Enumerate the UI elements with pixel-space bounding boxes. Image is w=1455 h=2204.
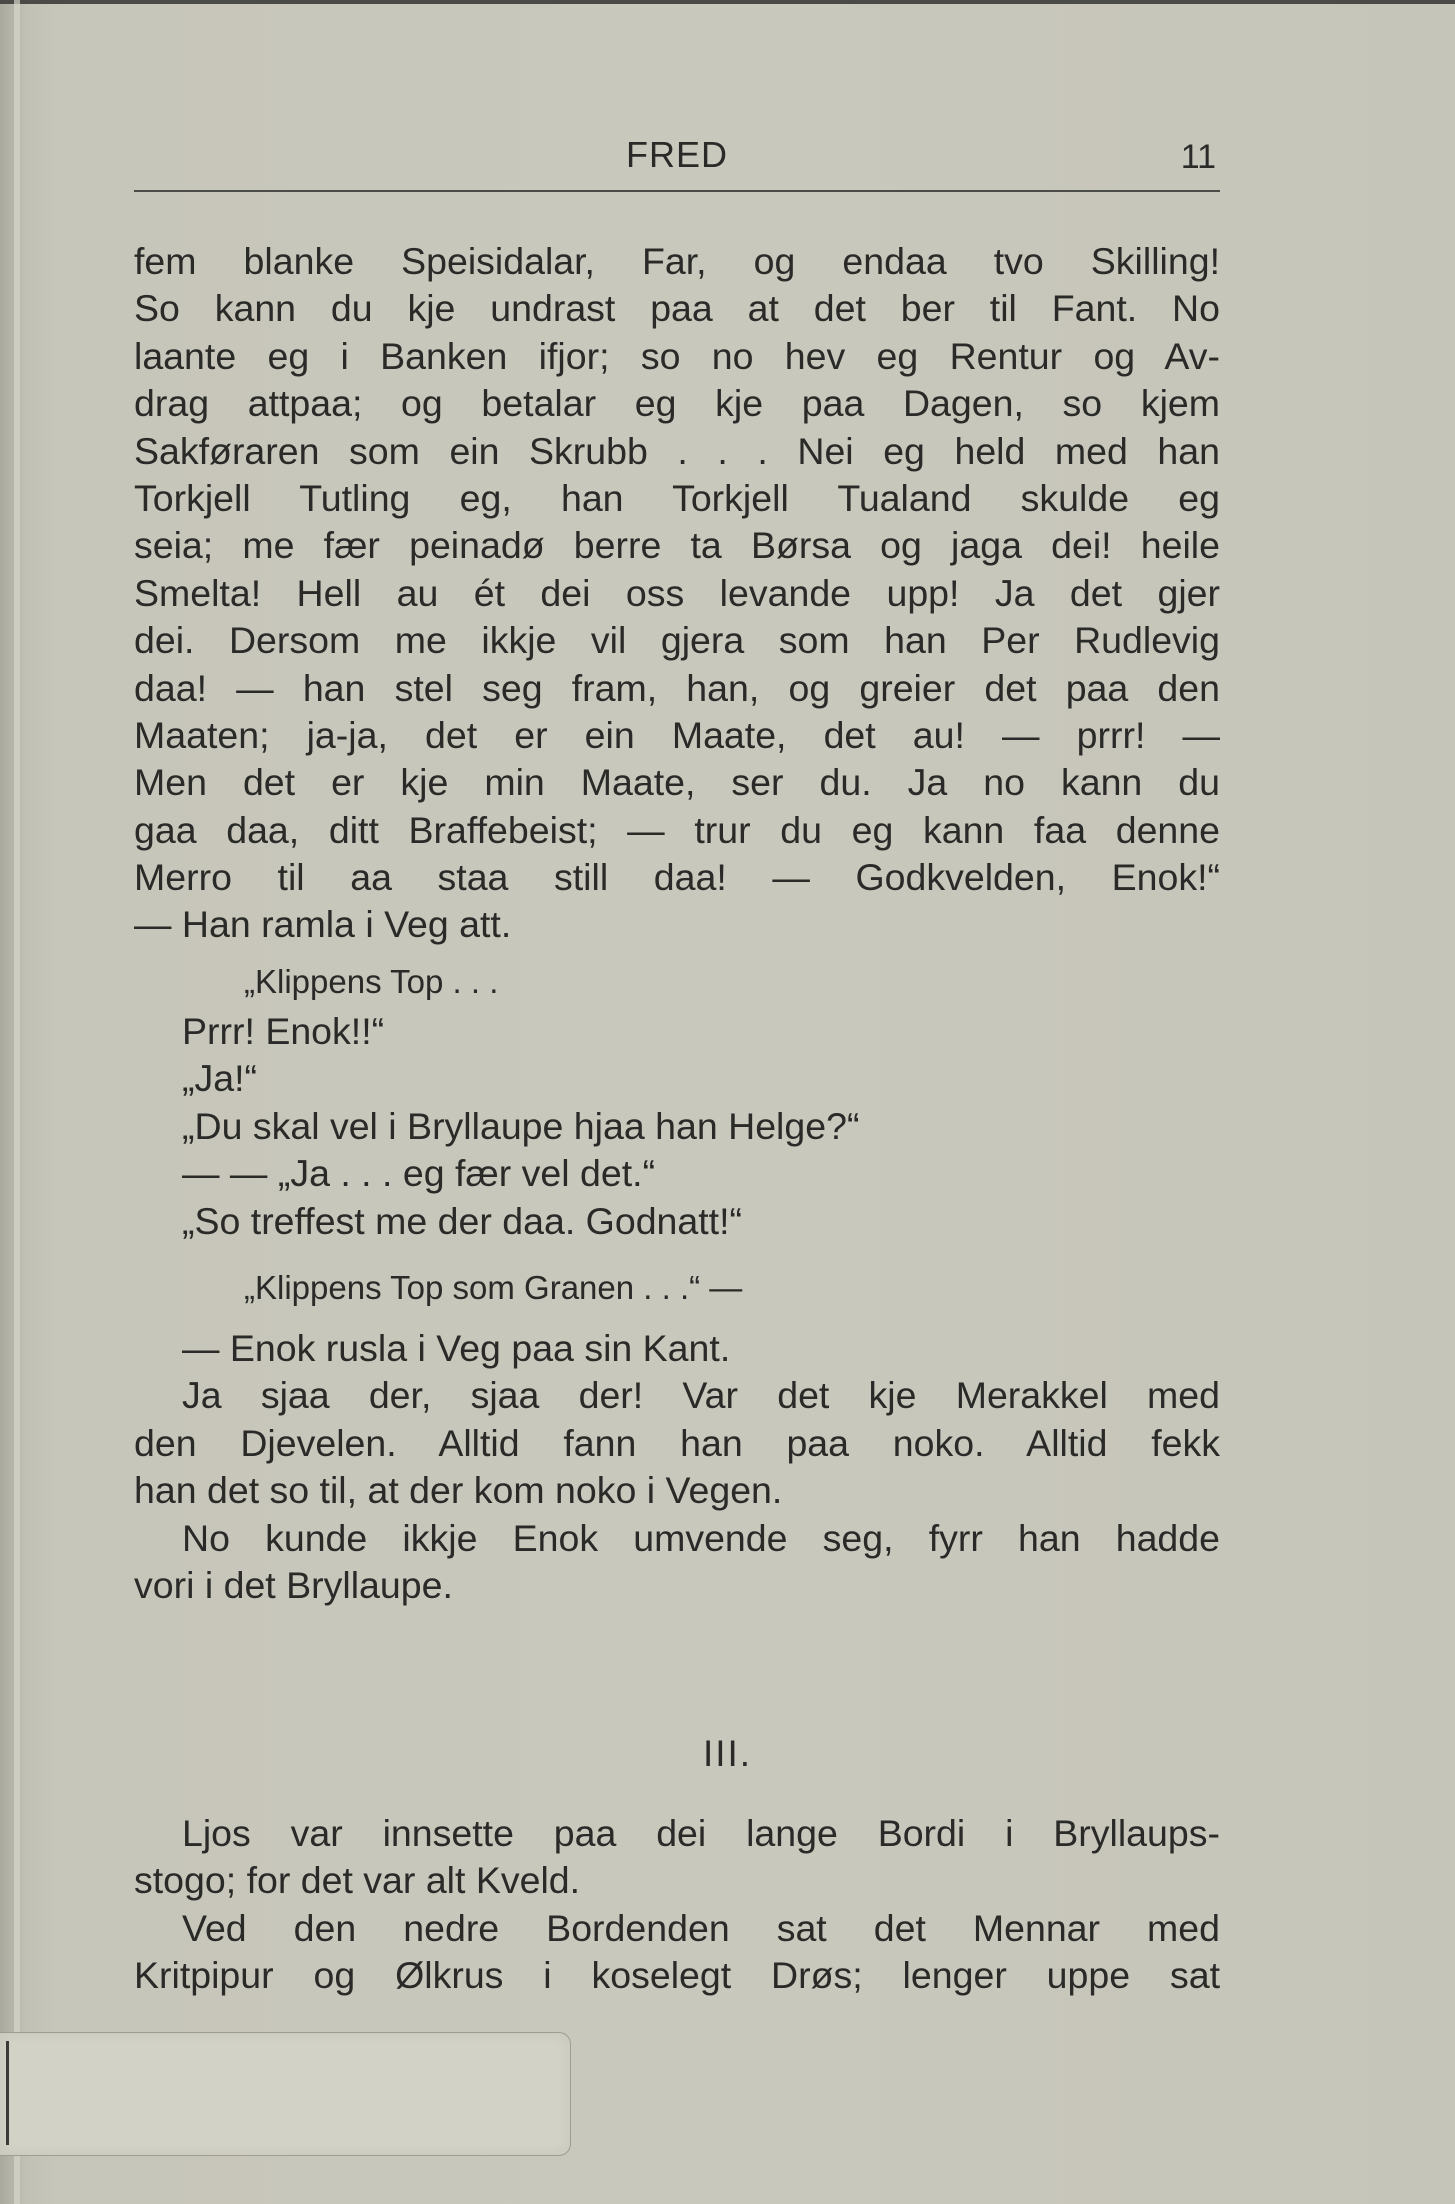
text-line: stogo; for det var alt Kveld. <box>134 1859 581 1902</box>
text-line: Ved den nedre Bordenden sat det Mennar med <box>182 1906 1220 1949</box>
text-line: Sakføraren som ein Skrubb . . . Nei eg held med han <box>134 429 1220 472</box>
text-line: — Enok rusla i Veg paa sin Kant. <box>182 1327 731 1369</box>
page-left-edge <box>14 0 20 2204</box>
paragraph-speech <box>134 238 1220 949</box>
song-quote: „Klippens Top . . . <box>244 963 499 1000</box>
text-line: gaa daa, ditt Braffebeist; — trur du eg kann faa denne <box>134 808 1220 851</box>
text-line: dei. Dersom me ikkje vil gjera som han Per Rudlevig <box>134 619 1220 662</box>
text-line: No kunde ikkje Enok umvende seg, fyrr han hadde <box>182 1516 1220 1559</box>
text-line: Kritpipur og Ølkrus i koselegt Drøs; lenger uppe sat <box>134 1954 1220 1997</box>
page-number: 11 <box>1180 138 1216 176</box>
text-line: Men det er kje min Maate, ser du. Ja no kann du <box>134 761 1220 804</box>
text-line: han det so til, at der kom noko i Vegen. <box>134 1469 783 1512</box>
text-line: daa! — han stel seg fram, han, og greier det paa den <box>134 666 1220 709</box>
text-line: den Djevelen. Alltid fann han paa noko. Alltid fekk <box>134 1421 1220 1464</box>
text-line: Smelta! Hell au ét dei oss levande upp! Ja det gjer <box>134 571 1220 614</box>
song-quote: „Klippens Top som Granen . . .“ — <box>244 1269 743 1306</box>
paragraph-chapter-three <box>134 1810 1220 2000</box>
text-line: Maaten; ja-ja, det er ein Maate, det au! — prrr! — <box>134 713 1220 756</box>
text-line: Merro til aa staa still daa! — Godkvelden, Enok!“ <box>134 856 1220 899</box>
text-line: Torkjell Tutling eg, han Torkjell Tualand skulde eg <box>134 476 1220 519</box>
text-line: fem blanke Speisidalar, Far, og endaa tvo Skilling! <box>134 240 1220 282</box>
library-label <box>0 2032 571 2156</box>
dialogue-line: „So treffest me der daa. Godnatt!“ <box>182 1199 743 1242</box>
text-line: vori i det Bryllaupe. <box>134 1563 453 1606</box>
dialogue <box>182 1008 1220 1245</box>
text-line: Ljos var innsette paa dei lange Bordi i Bryllaups- <box>182 1812 1220 1854</box>
text-line: drag attpaa; og betalar eg kje paa Dagen, so kjem <box>134 382 1220 425</box>
text-line: So kann du kje undrast paa at det ber til Fant. No <box>134 287 1220 330</box>
label-edge <box>6 2041 9 2145</box>
chapter-heading: III. <box>702 1733 753 1774</box>
scan-top-edge <box>0 0 1455 4</box>
paragraph-narration <box>134 1325 1220 1609</box>
dialogue-line: — — „Ja . . . eg fær vel det.“ <box>182 1152 656 1195</box>
text-line: — Han ramla i Veg att. <box>134 903 512 946</box>
text-line: seia; me fær peinadø berre ta Børsa og jaga dei! heile <box>134 524 1220 567</box>
running-title: FRED <box>626 134 728 175</box>
text-line: Ja sjaa der, sjaa der! Var det kje Merakkel med <box>182 1374 1220 1417</box>
dialogue-line: „Du skal vel i Bryllaupe hjaa han Helge?“ <box>182 1104 860 1147</box>
dialogue-line: „Ja!“ <box>182 1057 257 1100</box>
dialogue-line: Prrr! Enok!!“ <box>182 1010 385 1052</box>
text-line: laante eg i Banken ifjor; so no hev eg Rentur og Av- <box>134 334 1220 377</box>
running-header <box>134 128 1220 192</box>
